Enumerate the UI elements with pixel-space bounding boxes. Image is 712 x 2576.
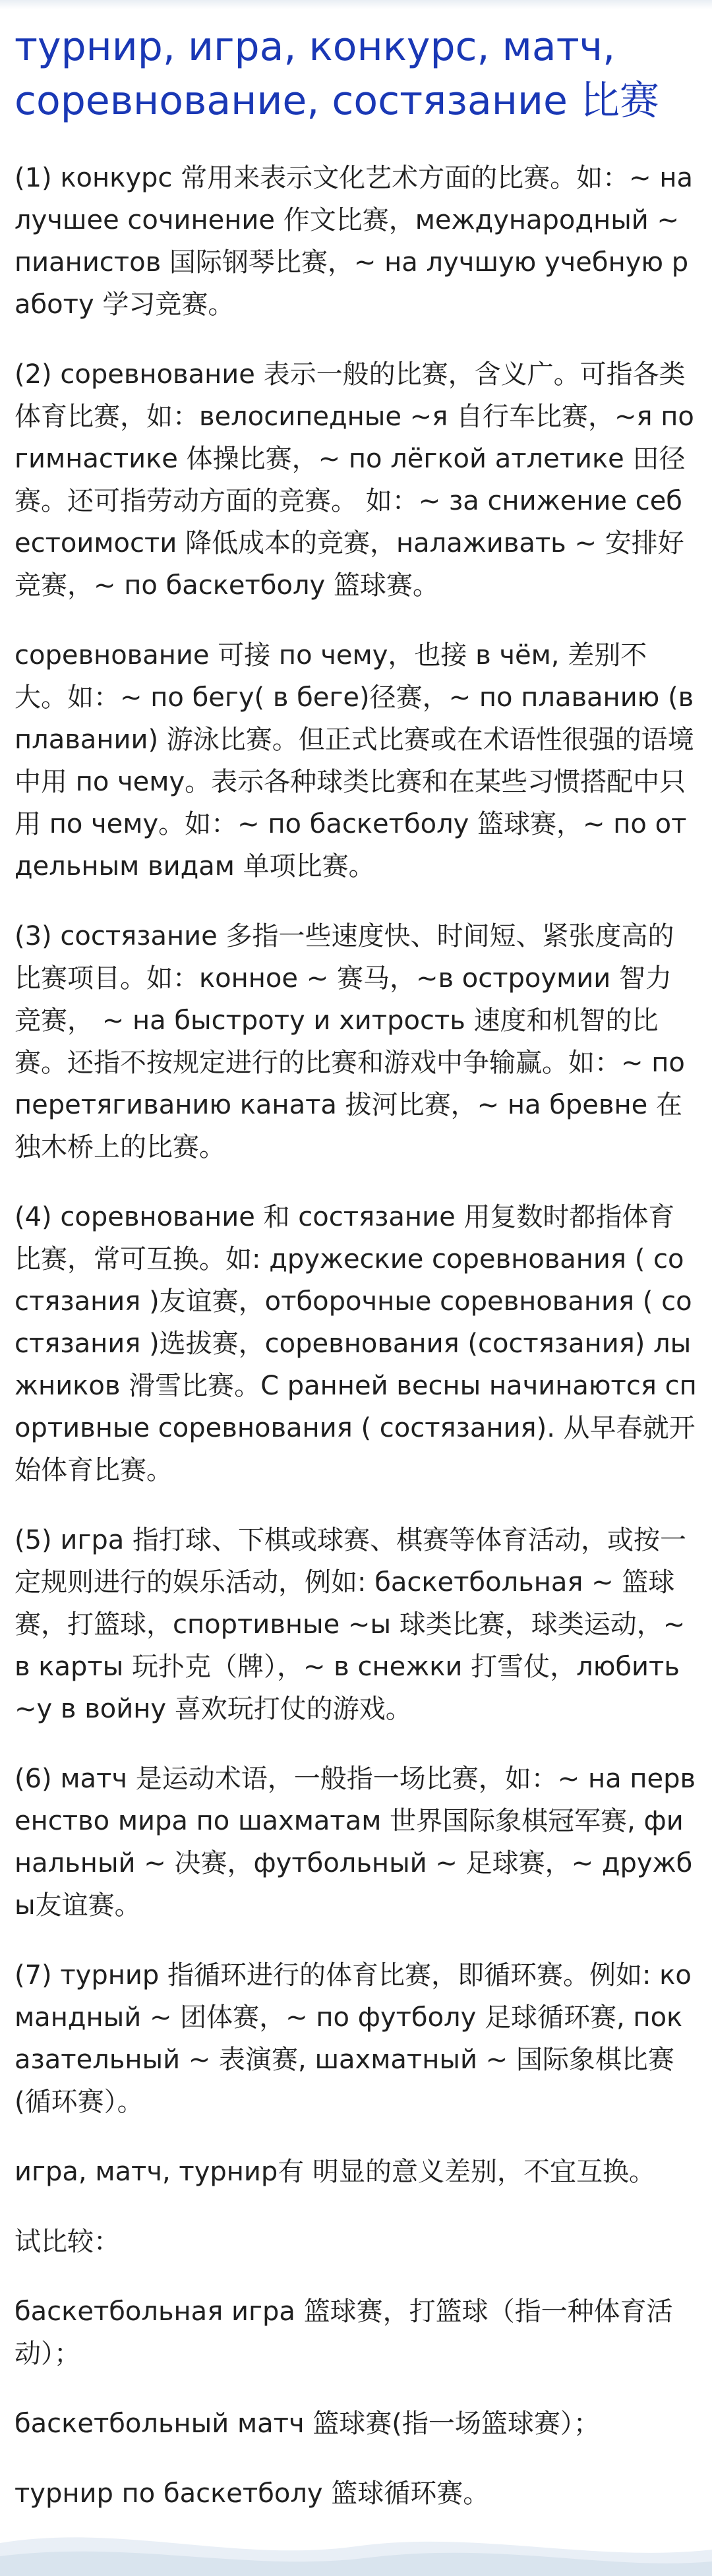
paragraph-sorevnovanie-usage: соревнование 可接 по чему，也接 в чём, 差别不大。如：~ по бегу( в беге)径赛，~ по плаванию (в плавании) 游泳比赛。但正式比赛或在术语性很强的语境中用 по чему。表示各种球类比赛和在某些习惯搭配中只用 по чему。如：~ по баскетболу 篮球赛，~ по отдельным видам 单项比赛。 <box>15 640 694 882</box>
paragraph-sostyazanie: (3) состязание 多指一些速度快、时间短、紧张度高的比赛项目。如：конное ~ 赛马，~в остроумии 智力竞赛， ~ на быстроту и хитрость 速度和机智的比赛。还指不按规定进行的比赛和游戏中争输赢。如：~ по перетягиванию каната 拔河比赛，~ на бревне 在独木桥上的比赛。 <box>15 921 685 1162</box>
page-title: турнир, игра, конкурс, матч, соревнование, состязание 比赛 <box>15 24 660 124</box>
paragraph-difference: игра, матч, турнир有 明显的意义差别，不宜互换。 <box>15 2157 656 2187</box>
example-basketball-tournament: турнир по баскетболу 篮球循环赛。 <box>15 2478 490 2509</box>
paragraph-match: (6) матч 是运动术语，一般指一场比赛，如：~ на первенство мира по шахматам 世界国际象棋冠军赛, финальный ~ 决赛，футбольный ~ 足球赛，~ дружбы友谊赛。 <box>15 1764 696 1921</box>
example-basketball-match: баскетбольный матч 篮球赛(指一场篮球赛）； <box>15 2409 600 2439</box>
example-basketball-game: баскетбольная игра 篮球赛，打篮球（指一种体育活动）； <box>15 2296 673 2369</box>
paragraph-konkurs: (1) конкурс 常用来表示文化艺术方面的比赛。如：~ на лучшее сочинение 作文比赛，международный ~ пианистов 国际钢琴比赛，~ на лучшую учебную работу 学习竞赛。 <box>15 163 693 320</box>
paragraph-compare-heading: 试比较： <box>15 2227 120 2257</box>
bottom-wave-decoration <box>0 2517 712 2576</box>
paragraph-turnir: (7) турнир 指循环进行的体育比赛，即循环赛。例如: командный ~ 团体赛，~ по футболу 足球循环赛, показательный ~ 表演赛, шахматный ~ 国际象棋比赛(循环赛）。 <box>15 1960 692 2117</box>
article <box>15 20 697 2542</box>
paragraph-igra: (5) игра 指打球、下棋或球赛、棋赛等体育活动，或按一定规则进行的娱乐活动，例如: баскетбольная ~ 篮球赛，打篮球，спортивные ~ы 球类比赛，球类运动，~ в карты 玩扑克（牌），~ в снежки 打雪仗，любить ~у в войну 喜欢玩打仗的游戏。 <box>15 1525 687 1724</box>
top-shade <box>0 0 712 9</box>
paragraph-sorevnovanie: (2) соревнование 表示一般的比赛，含义广。可指各类体育比赛，如：велосипедные ~я 自行车比赛，~я по гимнастике 体操比赛，~ по лёгкой атлетике 田径赛。还可指劳动方面的竞赛。 如：~ за снижение себестоимости 降低成本的竞赛，налаживать ~ 安排好竞赛，~ по баскетболу 篮球赛。 <box>15 359 694 601</box>
paragraph-plural-usage: (4) соревнование 和 состязание 用复数时都指体育比赛，常可互换。如: дружеские соревнования ( состязания )友谊赛，отборочные соревнования ( состязания )选拔赛，соревнования (состязания) лыжников 滑雪比赛。С ранней весны начинаются спортивные соревнования ( состязания). 从早春就开始体育比赛。 <box>15 1202 697 1485</box>
